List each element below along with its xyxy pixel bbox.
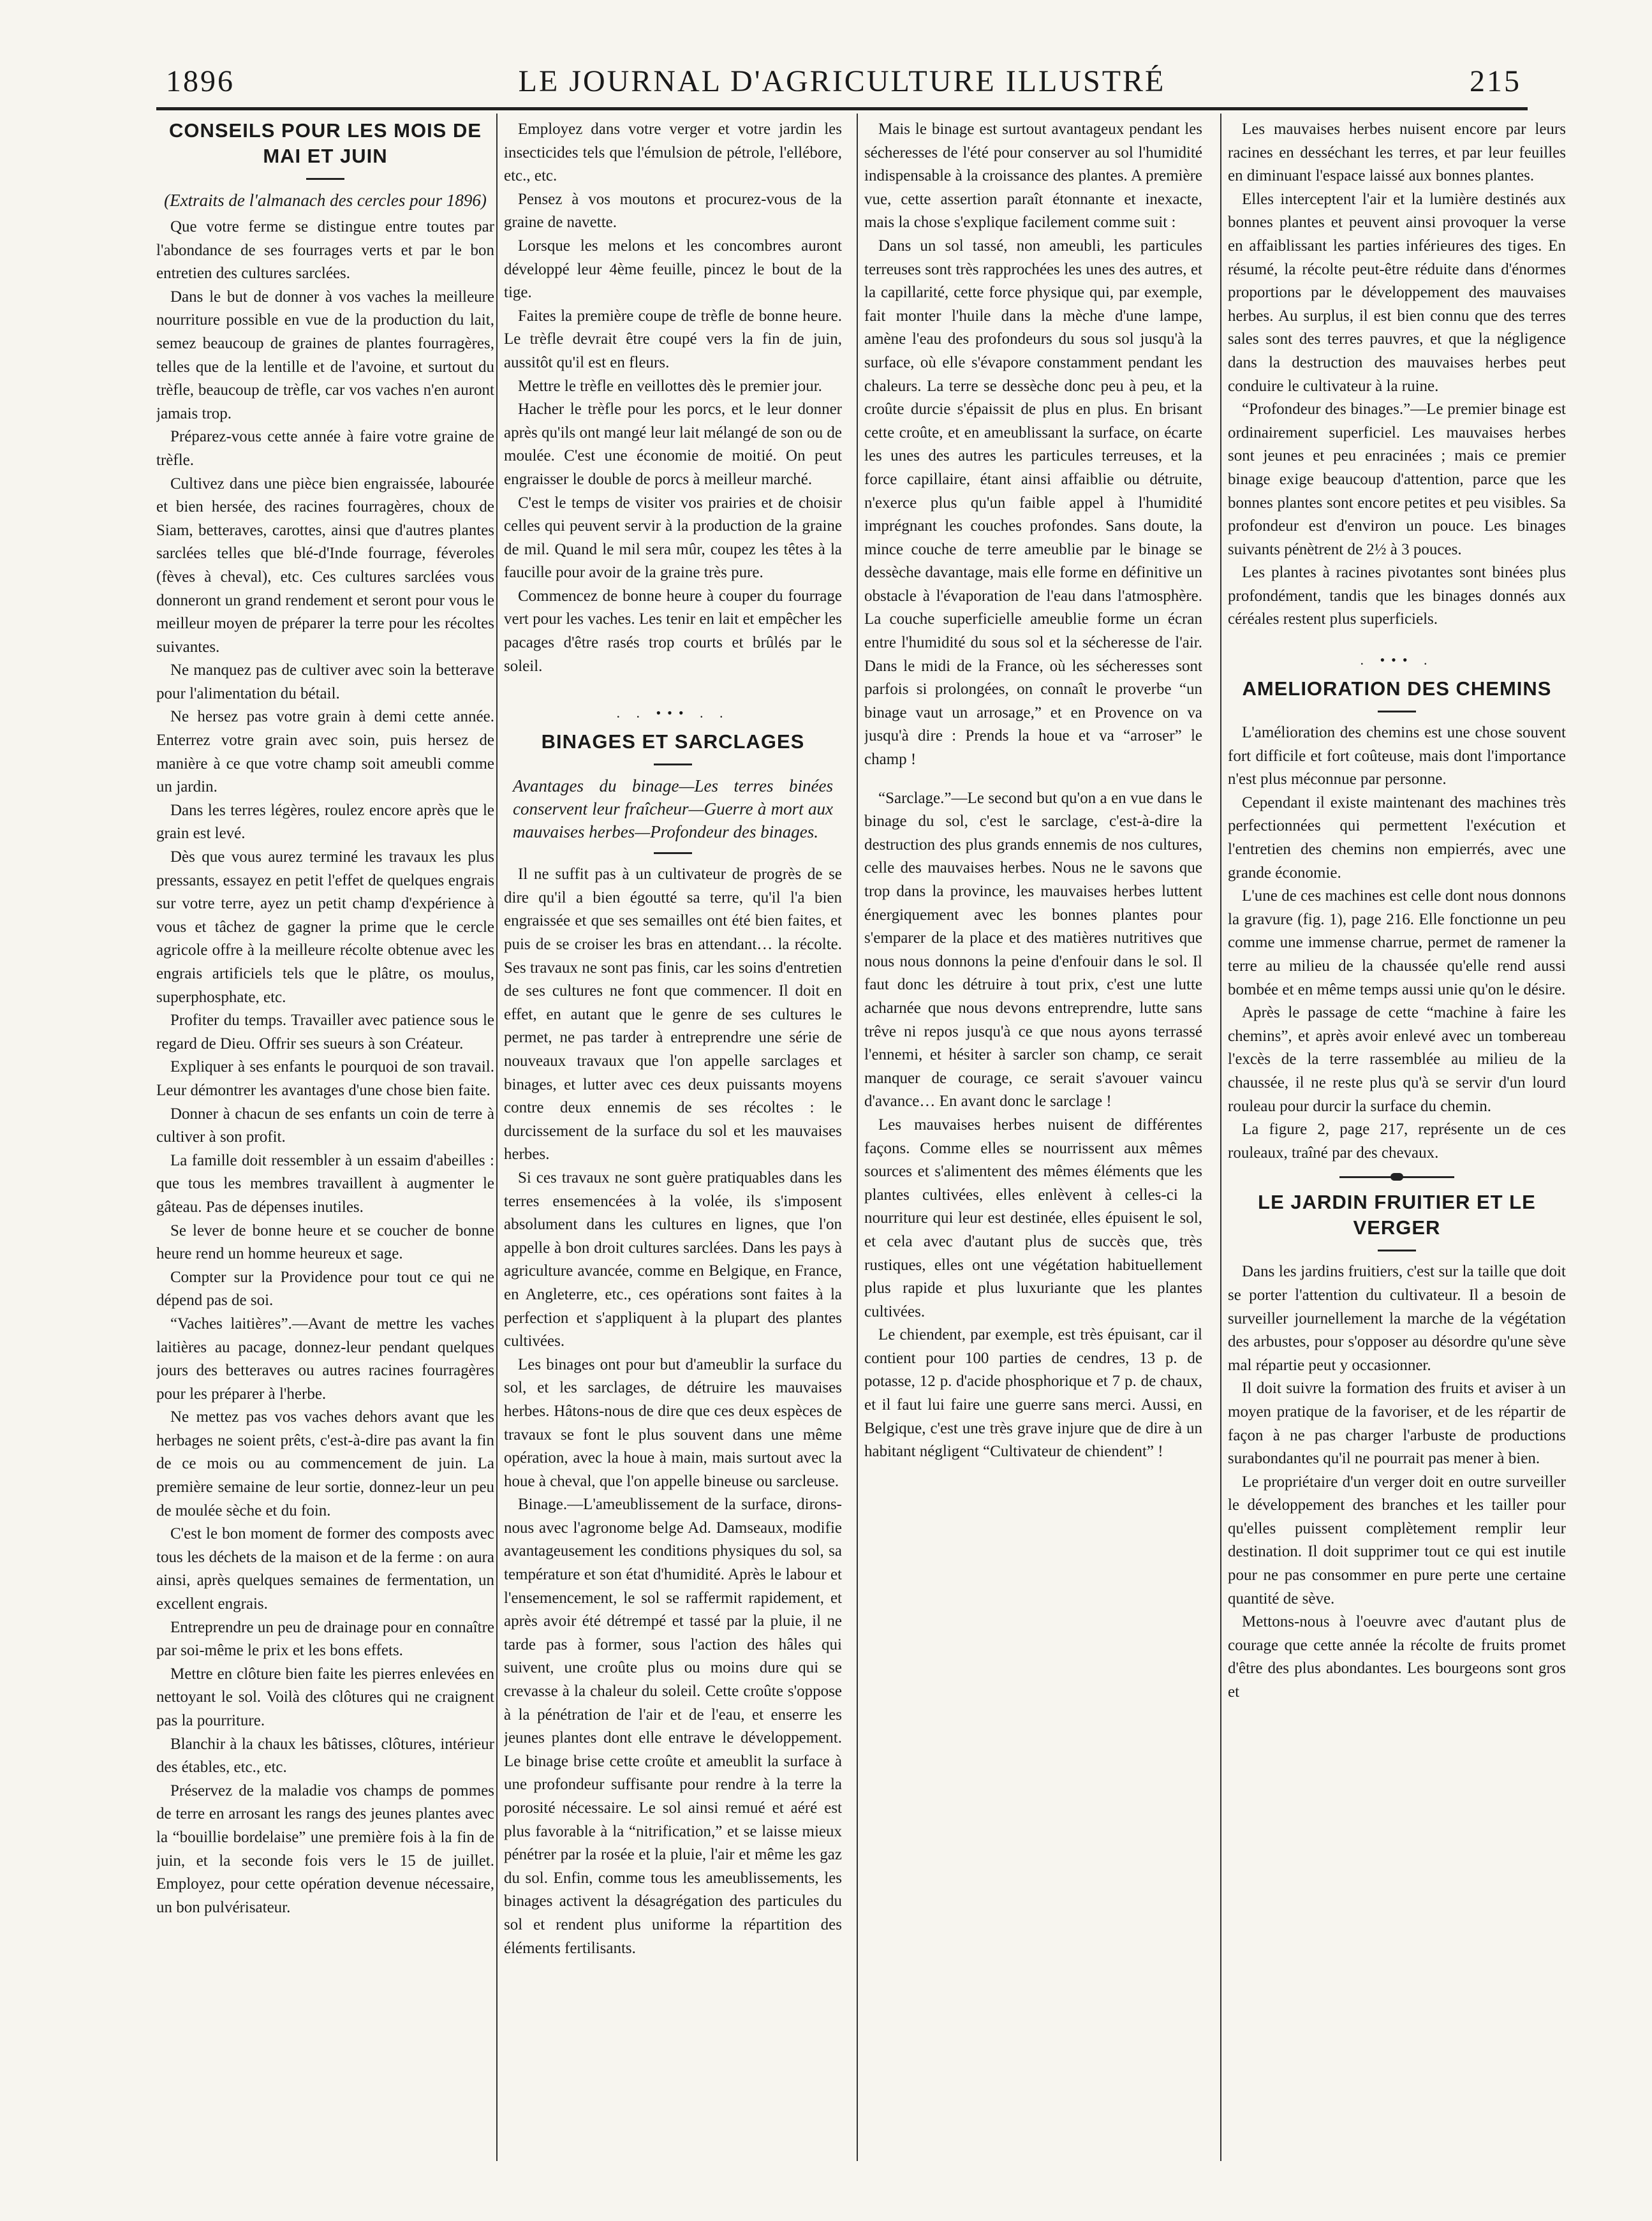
paragraph: Entreprendre un peu de drainage pour en connaître par soi-même le prix et les bons effets. — [156, 1618, 494, 1660]
paragraph: Les binages ont pour but d'ameublir la surface du sol, et les sarclages, de détruire les mauvaises herbes. Hâtons-nous de dire que ces deux espèces de travaux se font le plus souvent dans une même opération, avec la houe à main, mais surtout avec la houe à cheval, que l'on appelle bineuse ou sarcleuse. — [504, 1355, 842, 1490]
paragraph: Dès que vous aurez terminé les travaux les plus pressants, essayez en petit l'effet de quelques engrais sur votre terre, ayez un petit champ d'expérience à vous et tâchez de gagner la prime que le cercle agricole offre à la meilleure récolte obtenue avec les engrais artificiels tels que le plâtre, os moulus, superphosphate, etc. — [156, 848, 494, 1006]
paragraph: Profiter du temps. Travailler avec patience sous le regard de Dieu. Offrir ses sueurs à son Créateur. — [156, 1012, 494, 1052]
paragraph: Dans un sol tassé, non ameubli, les particules terreuses sont très rapprochées les unes des autres, et la capillarité, cette force physique qui, par exemple, fait monter l'huile dans la mèche d'une lampe, amène l'eau des profondeurs du sous sol jusqu'à la surface, où elle s'évapore constamment pendant les chaleurs. La terre se dessèche donc peu à peu, et la croûte durcie s'épaissit de plus en plus. En brisant cette croûte, et en ameublissant la surface, on écarte les unes des autres les particules terreuses, et la force capillaire, étant ainsi affaiblie ou détruite, n'exerce plus qu'un faible appel à l'humidité imprégnant les couches profondes. Sans doute, la mince couche de terre ameublie par le binage se dessèche davantage, mais elle forme en définitive un obstacle à l'évaporation de l'eau dans l'atmosphère. La couche superficielle ameublie forme un écran entre l'humidité du sous sol et la sécheresse de l'air. Dans le midi de la France, où les sécheresses sont parfois si prolongées, on connaît le proverbe “un binage vaut un arrosage,” et en Provence on va jusqu'à dire : Prends la houe et va “arroser” le champ ! — [864, 237, 1202, 769]
binages-subtitle: Avantages du binage—Les terres binées conservent leur fraîcheur—Guerre à mort aux mauvaises herbes—Profondeur des binages. — [513, 776, 833, 842]
page-number: 215 — [1470, 64, 1521, 98]
header-year: 1896 — [166, 64, 235, 98]
paragraph: Mettre en clôture bien faite les pierres enlevées en nettoyant le sol. Voilà des clôtures qui ne craignent pas la pourriture. — [156, 1665, 494, 1729]
paragraph: Il doit suivre la formation des fruits et aviser à un moyen pratique de la favoriser, et de les répartir de façon à ne pas charger l'arbuste de productions surabondantes qu'il ne pourrait pas mener à bien. — [1228, 1380, 1566, 1468]
jardin-title: LE JARDIN FRUITIER ET LE VERGER — [1258, 1191, 1536, 1239]
paragraph: “Vaches laitières”.—Avant de mettre les vaches laitières au pacage, donnez-leur pendant quelques jours des betteraves ou autres racines fourragères pour les préparer à l'herbe. — [156, 1315, 494, 1403]
title-rule — [1378, 1250, 1416, 1251]
paragraph: La famille doit ressembler à un essaim d'abeilles : que tous les membres travaillent à augmenter le gâteau. Pas de dépenses inutiles. — [156, 1151, 494, 1216]
paragraph: Dans les jardins fruitiers, c'est sur la taille que doit se porter l'attention du cultivateur. Il a besoin de surveiller journellement la marche de la végétation des arbustes, pour s'opposer au désordre qu'une sève mal répartie peut y occasionner. — [1228, 1263, 1566, 1374]
paragraph: Binage.—L'ameublissement de la surface, dirons-nous avec l'agronome belge Ad. Damseaux, modifie avantageusement les conditions physiques du sol, sa température et son état d'humidité. Après le labour et l'ensemencement, le sol se raffermit rapidement, et après avoir été détrempé et tassé par la pluie, il ne tarde pas à former, sous l'action des hâles qui suivent, une croûte plus ou moins dure qui se crevasse à la chaleur du soleil. Cette croûte s'oppose à la pénétration de l'air et de l'eau, et enserre les jeunes plantes dont elle entrave le développement. Le binage brise cette croûte et ameublit la surface à une profondeur suffisante pour rendre à la terre la porosité nécessaire. Le sol ainsi remué et aéré est plus favorable à la “nitrification,” et se laisse mieux pénétrer par la rosée et la pluie, l'air et même les gaz du sol. Enfin, comme tous les ameublissements, les binages activent la désagrégation des particules du sol et rendent plus uniforme la répartition des éléments fertilisants. — [504, 1496, 842, 1957]
conseils-subtitle: (Extraits de l'almanach des cercles pour 1896) — [164, 191, 487, 210]
binages-title: BINAGES ET SARCLAGES — [541, 730, 805, 753]
chemins-title: AMELIORATION DES CHEMINS — [1242, 677, 1552, 700]
paragraph: Le propriétaire d'un verger doit en outre surveiller le développement des branches et les tailler pour qu'elles puissent complètement remplir leur destination. Il doit supprimer tout ce qui est inutile pour ne pas consommer en pure perte une certaine quantité de sève. — [1228, 1473, 1566, 1607]
column-divider — [1220, 114, 1221, 2161]
paragraph: Les plantes à racines pivotantes sont binées plus profondément, tandis que les binages donnés aux céréales restent plus superficiels. — [1228, 564, 1566, 628]
column-4 — [1228, 118, 1566, 1704]
paragraph: Pensez à vos moutons et procurez-vous de la graine de navette. — [504, 190, 842, 232]
paragraph: Ne mettez pas vos vaches dehors avant que les herbages ne soient prêts, c'est-à-dire pas avant la fin de ce mois ou au commencement de juin. La première semaine de leur sortie, donnez-leur un peu de moulée sèche et du foin. — [156, 1408, 494, 1519]
column-2 — [504, 118, 842, 1960]
paragraph: C'est le temps de visiter vos prairies et de choisir celles qui peuvent servir à la production de la graine de mil. Quand le mil sera mûr, coupez les têtes à la faucille pour avoir de la graine très pure. — [504, 494, 842, 582]
paragraph: Il ne suffit pas à un cultivateur de progrès de se dire qu'il a bien égoutté sa terre, qu'il l'a bien engraissée et que ses semailles ont été bien faites, et puis de se croiser les bras en attendant… la récolte. Ses travaux ne sont pas finis, car les soins d'entretien de ses cultures ne font que commencer. Il doit en effet, en autant que le genre de ses cultures le permet, ne pas tarder à entreprendre une série de nouveaux travaux que l'on appelle sarclages et binages, et lutter avec ces deux puissants moyens contre deux ennemis de ses récoltes : le durcissement de la surface du sol et les mauvaises herbes. — [504, 866, 842, 1163]
column-1 — [156, 118, 494, 1919]
column-3 — [864, 118, 1202, 1464]
paragraph: Faites la première coupe de trèfle de bonne heure. Le trèfle devrait être coupé vers la fin de juin, aussitôt qu'il est en fleurs. — [504, 307, 842, 371]
title-rule — [654, 764, 692, 765]
journal-title: LE JOURNAL D'AGRICULTURE ILLUSTRÉ — [518, 64, 1166, 98]
paragraph: Si ces travaux ne sont guère pratiquables dans les terres ensemencées à la volée, ils s'imposent absolument dans les cultures en lignes, que l'on appelle à bon droit cultures sarclées. Dans les pays à agriculture avancée, comme en Belgique, en France, en Angleterre, etc., ces opérations sont faites à la perfection et s'appliquent à la plupart des plantes cultivées. — [504, 1169, 842, 1350]
paragraph: Mettre le trèfle en veillottes dès le premier jour. — [518, 377, 822, 395]
paragraph: Préparez-vous cette année à faire votre graine de trèfle. — [156, 428, 494, 469]
paragraph: “Profondeur des binages.”—Le premier binage est ordinairement superficiel. Les mauvaises herbes sont jeunes et peu enracinées ; mais ce premier binage exige beaucoup d'attention, parce que les bonnes plantes sont encore petites et peu visibles. Sa profondeur est d'environ un pouce. Les binages suivants pénètrent de 2½ à 3 pouces. — [1228, 401, 1566, 558]
paragraph: Le chiendent, par exemple, est très épuisant, car il contient pour 100 parties de cendres, 13 p. de potasse, 12 p. d'acide phosphorique et 7 p. de chaux, et il faut lui faire une guerre sans merci. Aussi, en Belgique, c'est une très grave injure que de dire à un habitant négligent “Cultivateur de chiendent” ! — [864, 1326, 1202, 1461]
column-divider — [857, 114, 858, 2161]
conseils-title: CONSEILS POUR LES MOIS DE MAI ET JUIN — [168, 119, 482, 167]
header-rule — [156, 107, 1528, 110]
paragraph: Les mauvaises herbes nuisent de différentes façons. Comme elles se nourrissent aux mêmes sources et s'alimentent des mêmes éléments que les plantes cultivées, elles enlèvent à celles-ci la nourriture qui leur est destinée, elles épuisent le sol, et cela avec d'autant plus de succès que, très rustiques, elles ont une végétation habituellement plus rapide et plus luxuriante que les plantes cultivées. — [864, 1116, 1202, 1320]
paragraph: Expliquer à ses enfants le pourquoi de son travail. Leur démontrer les avantages d'une chose bien faite. — [156, 1058, 494, 1099]
masthead — [156, 64, 1528, 108]
paragraph: Compter sur la Providence pour tout ce qui ne dépend pas de soi. — [156, 1268, 494, 1310]
paragraph: L'amélioration des chemins est une chose souvent fort difficile et fort coûteuse, mais dont l'importance n'est plus méconnue par personne. — [1228, 724, 1566, 788]
paragraph: Ne hersez pas votre grain à demi cette année. Enterrez votre grain avec soin, puis hersez de manière à ce que votre champ soit ameubli comme un jardin. — [156, 708, 494, 796]
paragraph: C'est le bon moment de former des composts avec tous les déchets de la maison et de la ferme : on aura ainsi, après quelques semaines de fermentation, un excellent engrais. — [156, 1525, 494, 1613]
paragraph: Mettons-nous à l'oeuvre avec d'autant plus de courage que cette année la récolte de fruits promet d'être des plus abondantes. Les bourgeons sont gros et — [1228, 1613, 1566, 1701]
section-separator: . . ••• . . — [616, 705, 730, 721]
ornament-divider — [1339, 1176, 1454, 1178]
paragraph: Hacher le trèfle pour les porcs, et le leur donner après qu'ils ont mangé leur lait mélangé de son ou de moulée. C'est une économie de moitié. On peut engraisser le double de porcs à meilleur marché. — [504, 401, 842, 488]
paragraph: Blanchir à la chaux les bâtisses, clôtures, intérieur des étables, etc., etc. — [156, 1735, 494, 1776]
paragraph: Elles interceptent l'air et la lumière destinés aux bonnes plantes et peuvent ainsi provoquer la verse en affaiblissant les parties inférieures des tiges. En résumé, la récolte peut-être réduite dans d'énormes proportions par le développement des mauvaises herbes. Au surplus, il est bien connu que des terres sales sont des terres pauvres, et que la négligence dans la destruction des mauvaises herbes peut conduire le cultivateur à la ruine. — [1228, 190, 1566, 395]
title-rule — [654, 852, 692, 854]
paragraph: Cependant il existe maintenant des machines très perfectionnées qui permettent l'exécution et l'entretien des chemins non empierrés, avec une grande économie. — [1228, 793, 1566, 882]
paragraph: Dans le but de donner à vos vaches la meilleure nourriture possible en vue de la production du lait, semez beaucoup de graines de plantes fourragères, telles que de la lentille et de l'avoine, et surtout du trèfle, beaucoup de trèfle, car vos vaches n'en auront jamais trop. — [156, 288, 494, 422]
paragraph: Dans les terres légères, roulez encore après que le grain est levé. — [156, 801, 494, 843]
paragraph: Donner à chacun de ses enfants un coin de terre à cultiver à son profit. — [156, 1105, 494, 1146]
paragraph: “Sarclage.”—Le second but qu'on a en vue dans le binage du sol, c'est le sarclage, c'est-à-dire la destruction des plus grands ennemis de nos cultures, celle des mauvaises herbes. Nous ne le savons que trop dans la province, les mauvaises herbes luttent énergiquement avec les bonnes plantes pour s'emparer de la place et des matières nutritives que nous nous donnons la peine d'enfouir dans le sol. Il faut donc les détruire à tout prix, c'est une lutte acharnée que nous devons entreprendre, lutte sans trêve ni repos jusqu'à ce que nous ayons terrassé l'ennemi, et hésiter à sarcler son champ, ce serait manquer de courage, ce serait s'avouer vaincu d'avance… En avant donc le sarclage ! — [864, 789, 1202, 1110]
title-rule — [306, 178, 344, 180]
paragraph: Lorsque les melons et les concombres auront développé leur 4ème feuille, pincez le bout de la tige. — [504, 237, 842, 302]
paragraph: La figure 2, page 217, représente un de ces rouleaux, traîné par des chevaux. — [1228, 1121, 1566, 1162]
title-rule — [1378, 711, 1416, 712]
paragraph: Les mauvaises herbes nuisent encore par leurs racines en desséchant les terres, et par leur feuilles en diminuant l'espace laissé aux bonnes plantes. — [1228, 121, 1566, 185]
paragraph: Préservez de la maladie vos champs de pommes de terre en arrosant les rangs des jeunes plantes avec la “bouillie bordelaise” une première fois à la fin de juin, et la seconde fois vers le 15 de juillet. Employez, pour cette opération devenue nécessaire, un bon pulvérisateur. — [156, 1782, 494, 1916]
paragraph: Après le passage de cette “machine à faire les chemins”, et après avoir enlevé avec un tombereau l'excès de la terre rassemblée au milieu de la chaussée, il ne reste plus qu'à se servir d'un lourd rouleau pour durcir la surface du chemin. — [1228, 1004, 1566, 1115]
paragraph: Employez dans votre verger et votre jardin les insecticides tels que l'émulsion de pétrole, l'ellébore, etc., etc. — [504, 121, 842, 185]
column-divider — [496, 114, 498, 2161]
paragraph: L'une de ces machines est celle dont nous donnons la gravure (fig. 1), page 216. Elle fonctionne un peu comme une immense charrue, permet de ramener la terre au milieu de la chaussée qu'elle rend aussi bombée et en même temps aussi unie qu'on le désire. — [1228, 887, 1566, 998]
paragraph: Ne manquez pas de cultiver avec soin la betterave pour l'alimentation du bétail. — [156, 661, 494, 702]
paragraph: Commencez de bonne heure à couper du fourrage vert pour les vaches. Les tenir en lait et empêcher les pacages d'être rasés trop courts et brûlés par le soleil. — [504, 587, 842, 675]
paragraph: Que votre ferme se distingue entre toutes par l'abondance de ses fourrages verts et par le bon entretien des cultures sarclées. — [156, 218, 494, 283]
paragraph: Se lever de bonne heure et se coucher de bonne heure rend un homme heureux et sage. — [156, 1221, 494, 1263]
paragraph: Cultivez dans une pièce bien engraissée, labourée et bien hersée, des racines fourragères, choux de Siam, betteraves, carottes, ainsi que d'autres plantes sarclées telles que blé-d'Inde fourrage, féveroles (fèves à cheval), etc. Ces cultures sarclées vous donneront un grand rendement et seront pour vous le meilleur moyen de préparer la terre pour les récoltes suivantes. — [156, 475, 494, 656]
paragraph: Mais le binage est surtout avantageux pendant les sécheresses de l'été pour conserver au sol l'humidité indispensable à la croissance des plantes. A première vue, cette assertion paraît étonnante et inexacte, mais la chose s'explique facilement comme suit : — [864, 121, 1202, 232]
section-separator: . ••• . — [1360, 652, 1434, 668]
